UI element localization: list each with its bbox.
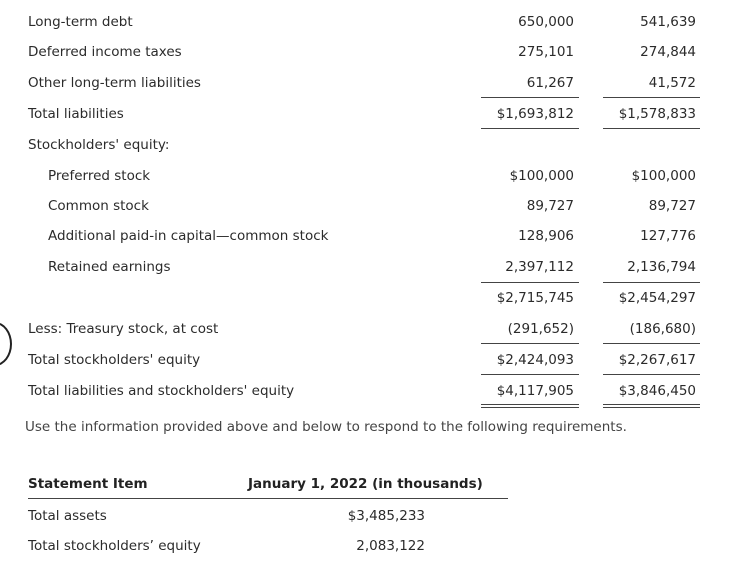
row-value-current: $4,117,905 [496, 383, 574, 399]
subtotal-rule [481, 97, 579, 98]
row-label: Total stockholders' equity [28, 352, 201, 368]
total-rule [481, 128, 579, 129]
column-header-date: January 1, 2022 (in thousands) [248, 476, 483, 492]
subtotal-rule [481, 282, 579, 283]
balance-row-additional-paid-in-capital [0, 225, 736, 256]
row-value-current: $1,693,812 [496, 106, 574, 122]
subtotal-rule [603, 343, 700, 344]
double-underline-top [481, 404, 579, 405]
row-value-prior: (186,680) [629, 321, 696, 337]
row-value-current: (291,652) [507, 321, 574, 337]
statement-item-value: $3,485,233 [347, 508, 425, 524]
balance-row-treasury-stock [0, 318, 736, 349]
column-header-statement-item: Statement Item [28, 476, 148, 492]
row-label: Deferred income taxes [28, 44, 182, 60]
balance-row-equity-subtotal [0, 287, 736, 318]
balance-row-total-stockholders-equity [0, 349, 736, 380]
row-value-prior: 2,136,794 [627, 259, 696, 275]
row-value-current: 61,267 [526, 75, 574, 91]
total-rule [603, 374, 700, 375]
row-label: Total liabilities [28, 106, 124, 122]
table-row [0, 535, 736, 565]
balance-row-equity-heading [0, 134, 736, 165]
row-value-prior: $3,846,450 [618, 383, 696, 399]
subtotal-rule [603, 282, 700, 283]
row-label: Common stock [48, 198, 149, 214]
instructions-text: Use the information provided above and below to respond to the following requirements. [25, 419, 627, 435]
double-underline-bottom [603, 407, 700, 408]
balance-row-total-liabilities [0, 103, 736, 134]
balance-row-other-long-term-liabilities [0, 72, 736, 103]
balance-row-long-term-debt [0, 11, 736, 42]
row-value-prior: $2,454,297 [618, 290, 696, 306]
row-value-current: 89,727 [526, 198, 574, 214]
row-value-prior: 127,776 [640, 228, 696, 244]
row-value-current: 275,101 [518, 44, 574, 60]
row-value-current: 650,000 [518, 14, 574, 30]
row-value-prior: 89,727 [648, 198, 696, 214]
row-label: Less: Treasury stock, at cost [28, 321, 219, 337]
total-rule [481, 374, 579, 375]
row-label: Additional paid-in capital—common stock [48, 228, 329, 244]
row-label: Retained earnings [48, 259, 171, 275]
row-value-current: 128,906 [518, 228, 574, 244]
statement-item-label: Total assets [28, 508, 107, 524]
double-underline-top [603, 404, 700, 405]
header-rule [28, 498, 508, 499]
statement-item-label: Total stockholders’ equity [28, 538, 201, 554]
row-value-prior: $1,578,833 [618, 106, 696, 122]
subtotal-rule [603, 97, 700, 98]
balance-row-deferred-income-taxes [0, 41, 736, 72]
balance-row-common-stock [0, 195, 736, 226]
row-value-prior: 541,639 [640, 14, 696, 30]
row-label: Preferred stock [48, 168, 151, 184]
row-label: Other long-term liabilities [28, 75, 201, 91]
total-rule [603, 128, 700, 129]
table-row [0, 505, 736, 535]
row-label: Long-term debt [28, 14, 133, 30]
section-heading: Stockholders' equity: [28, 137, 170, 153]
row-value-current: $100,000 [509, 168, 574, 184]
double-underline-bottom [481, 407, 579, 408]
subtotal-rule [481, 343, 579, 344]
row-value-prior: 274,844 [640, 44, 696, 60]
balance-row-preferred-stock [0, 165, 736, 196]
statement-item-value: 2,083,122 [356, 538, 425, 554]
row-value-current: $2,424,093 [496, 352, 574, 368]
row-label: Total liabilities and stockholders' equity [28, 383, 295, 399]
row-value-prior: $100,000 [631, 168, 696, 184]
row-value-prior: $2,267,617 [618, 352, 696, 368]
row-value-current: $2,715,745 [496, 290, 574, 306]
row-value-current: 2,397,112 [505, 259, 574, 275]
row-value-prior: 41,572 [648, 75, 696, 91]
